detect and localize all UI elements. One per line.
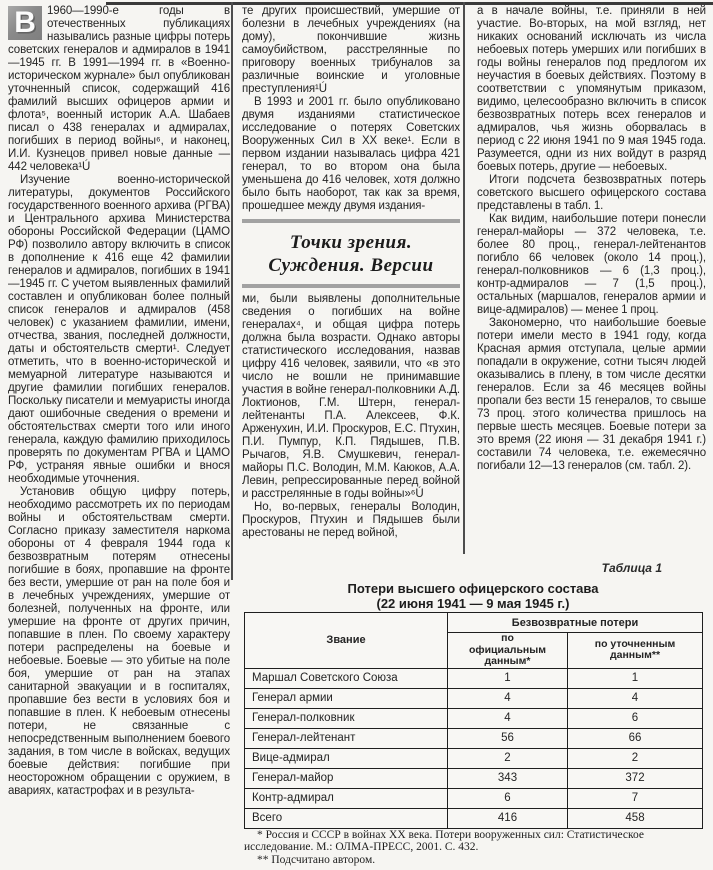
column-divider-right — [463, 2, 465, 554]
paragraph: Установив общую цифру потерь, необходимо рассмотреть их по периодам войны и обстоятельствам смерти. Согласно приказу заместителя наркома обороны от 4 февраля 1944 года к безвозвратным потерям отнесены погибшие в боях, пропавшие на фронте без вести, умершие от ран на поле боя и в лечебных учреждениях, умершие от болезней, полученных на фронте, или умершие на фронте от других причин, попавшие в плен. По своему характеру потери распределены на боевые и небоевые. Боевые — это убитые на поле боя, умершие от ран на этапах санитарной эвакуации и в госпиталях, пропавшие без вести в условиях боя и попавшие в плен. К небоевым отнесены потери, не связанные с непосредственным выполнением боевого задания, в том числе в войсках, ведущих боевые действия: погибшие при неосторожном обращении с оружием, в авариях, катастрофах и в результа- — [8, 486, 230, 797]
refined-data-header: по уточненным данным** — [568, 633, 703, 669]
rank-cell: Генерал-лейтенант — [245, 728, 448, 748]
refined-value: 458 — [568, 808, 703, 828]
losses-table-wrapper — [244, 612, 702, 829]
table-row — [245, 688, 703, 708]
refined-value: 1 — [568, 668, 703, 688]
paragraph-continuation: ми, были выявлены дополнительные сведения о погибших на войне генералах⁴, и общая цифра потерь должна была возрасти. Однако авторы статистического исследования, назвав цифру 416 человек, заявили, что «в это число не вошли не принимавшие участия в войне генерал-полковники А.Д. Локтионов, Г.М. Штерн, генерал-лейтенанты П.А. Алексеев, Ф.К. Арженухин, И.И. Проскуров, Е.С. Птухин, П.И. Пумпур, К.П. Пядышев, П.В. Рычагов, Я.В. Смушкевич, генерал-майоры П.С. Володин, М.М. Каюков, А.А. Левин, репрессированные перед войной и расстрелянные в годы войны»⁶Ú — [242, 293, 460, 500]
table-footnotes — [244, 829, 708, 866]
heading-rule-bottom — [242, 284, 460, 288]
rank-cell: Всего — [245, 808, 448, 828]
rank-column-header: Звание — [245, 613, 448, 669]
section-heading-line1: Точки зрения. — [289, 232, 413, 253]
footnote-author: ** Подсчитано автором. — [257, 853, 376, 866]
rank-cell: Генерал-майор — [245, 768, 448, 788]
official-value: 343 — [448, 768, 568, 788]
paragraph: Итоги подсчета безвозвратных потерь советского высшего офицерского состава представлены в табл. 1. — [477, 174, 706, 212]
paragraph: Как видим, наибольшие потери понесли генерал-майоры — 372 человека, т.е. более 80 проц., генерал-лейтенантов погибло 66 человек (около 14 проц.), генерал-полковников — 6 (1,3 проц.), контр-адмиралов — 7 (1,5 проц.), остальных (маршалов, генералов армии и вице-адмиралов) — менее 1 проц. — [477, 213, 706, 316]
official-data-header: по официальным данным* — [448, 633, 568, 669]
official-value: 416 — [448, 808, 568, 828]
drop-cap-letter: В — [8, 6, 42, 40]
refined-value: 372 — [568, 768, 703, 788]
column-1 — [8, 5, 230, 798]
paragraph-lead-text: 1960—1990-е годы в отечественных публикациях назывались разные цифры потерь советских генералов и адмиралов в 1941—1945 гг. В 1991—1994 гг. в «Военно-историческом журнале» был опубликован уточненный список, содержащий 416 фамилий высших офицеров армии и флота⁵, военный историк А.А. Шабаев писал о 438 генералах и адмиралах, погибших в период войны⁶, и наконец, И.И. Кузнецов привел новые данные — 442 человека¹Ú — [8, 5, 230, 173]
refined-value: 66 — [568, 728, 703, 748]
official-value: 56 — [448, 728, 568, 748]
official-value: 4 — [448, 708, 568, 728]
table-title-line2: (22 июня 1941 — 9 мая 1945 г.) — [376, 596, 570, 611]
paragraph: Но, во-первых, генералы Володин, Проскуров, Птухин и Пядышев были арестованы не перед войной, — [242, 501, 460, 539]
table-row — [245, 768, 703, 788]
official-value: 4 — [448, 688, 568, 708]
column-divider-left — [231, 2, 233, 580]
table-title — [244, 581, 702, 611]
paragraph: Изучение военно-исторической литературы, документов Российского государственного военного архива (РГВА) и Центрального архива Министерства обороны Российской Федерации (ЦАМО РФ) позволило автору включить в список в дополнение к 416 еще 42 фамилии генералов и адмиралов, погибших в 1941—1945 гг. С учетом выявленных фамилий составлен и опубликован более полный список генералов и адмиралов (458 человек) с указанием фамилии, имени, отчества, звания, последней должности, даты и обстоятельств смерти¹. Следует отметить, что в военно-исторической и мемуарной литературе называются и другие фамилии погибших генералов. Поскольку писатели и мемуаристы иногда дают ошибочные сведения о времени и обстоятельствах смерти того или иного генерала, каждую фамилию приходилось проверять по документам РГВА и ЦАМО РФ, устраняя явные ошибки и внося необходимые уточнения. — [8, 174, 230, 485]
rank-cell: Маршал Советского Союза — [245, 668, 448, 688]
refined-value: 6 — [568, 708, 703, 728]
section-heading — [242, 223, 460, 284]
table-row-total — [245, 808, 703, 828]
refined-value: 2 — [568, 748, 703, 768]
footnote-source: * Россия и СССР в войнах XX века. Потери вооруженных сил: Статистическое исследование. М.: ОЛМА-ПРЕСС, 2001. С. 432. — [244, 829, 644, 854]
section-heading-block — [242, 219, 460, 288]
rank-cell: Вице-адмирал — [245, 748, 448, 768]
table-row — [245, 728, 703, 748]
official-value: 1 — [448, 668, 568, 688]
table-row — [245, 788, 703, 808]
table-row — [245, 748, 703, 768]
table-header-row — [245, 613, 703, 633]
table-row — [245, 668, 703, 688]
table-row — [245, 708, 703, 728]
table-title-line1: Потери высшего офицерского состава — [347, 581, 599, 596]
official-value: 2 — [448, 748, 568, 768]
table-caption: Таблица 1 — [601, 561, 662, 575]
paragraph: Закономерно, что наибольшие боевые потери имели место в 1941 году, когда Красная армия отступала, целые армии попадали в окружение, сотни тысяч людей оказывались в плену, в том числе десятки генералов. Если за 46 месяцев войны пропали без вести 15 генералов, то свыше 73 проц. этого количества пришлось на первые шесть месяцев. Боевые потери за это время (22 июня — 31 декабря 1941 г.) составили 74 человека, т.е. ежемесячно погибали 12—13 генералов (см. табл. 2). — [477, 317, 706, 472]
column-2 — [242, 5, 460, 540]
refined-value: 7 — [568, 788, 703, 808]
losses-table — [244, 612, 703, 829]
paragraph-continuation: а в начале войны, т.е. приняли в ней участие. Во-вторых, на мой взгляд, нет никаких оснований исключать из числа небоевых потерь умерших или погибших в годы войны генералов под предлогом их неучастия в боевых действиях. Поэтому в соответствии с упомянутым приказом, видимо, целесообразно включить в список безвозвратных потерь всех генералов и адмиралов, чья жизнь оборвалась в период с 22 июня 1941 по 9 мая 1945 года. Разумеется, одни из них войдут в разряд боевых потерь, другие — небоевых. — [477, 5, 706, 173]
paragraph-lead — [8, 5, 230, 174]
rank-cell: Контр-адмирал — [245, 788, 448, 808]
section-heading-line2: Суждения. Версии — [268, 255, 434, 276]
paragraph: В 1993 и 2001 гг. было опубликовано двумя изданиями статистическое исследование о потерях Советских Вооруженных Сил в XX веке¹. Если в первом издании называлась цифра 421 генерал, то во втором она была уменьшена до 416 человек, хотя должно было быть наоборот, так как за время, прошедшее между двумя издания- — [242, 96, 460, 212]
official-value: 6 — [448, 788, 568, 808]
column-3 — [477, 5, 706, 473]
rank-cell: Генерал-полковник — [245, 708, 448, 728]
paragraph-continuation: те других происшествий, умершие от болезни в лечебных учреждениях (на дому), покончившие жизнь самоубийством, расстрелянные по приговору военных трибуналов за различные воинские и уголовные преступления¹Ú — [242, 5, 460, 95]
refined-value: 4 — [568, 688, 703, 708]
rank-cell: Генерал армии — [245, 688, 448, 708]
group-column-header: Безвозвратные потери — [448, 613, 703, 633]
